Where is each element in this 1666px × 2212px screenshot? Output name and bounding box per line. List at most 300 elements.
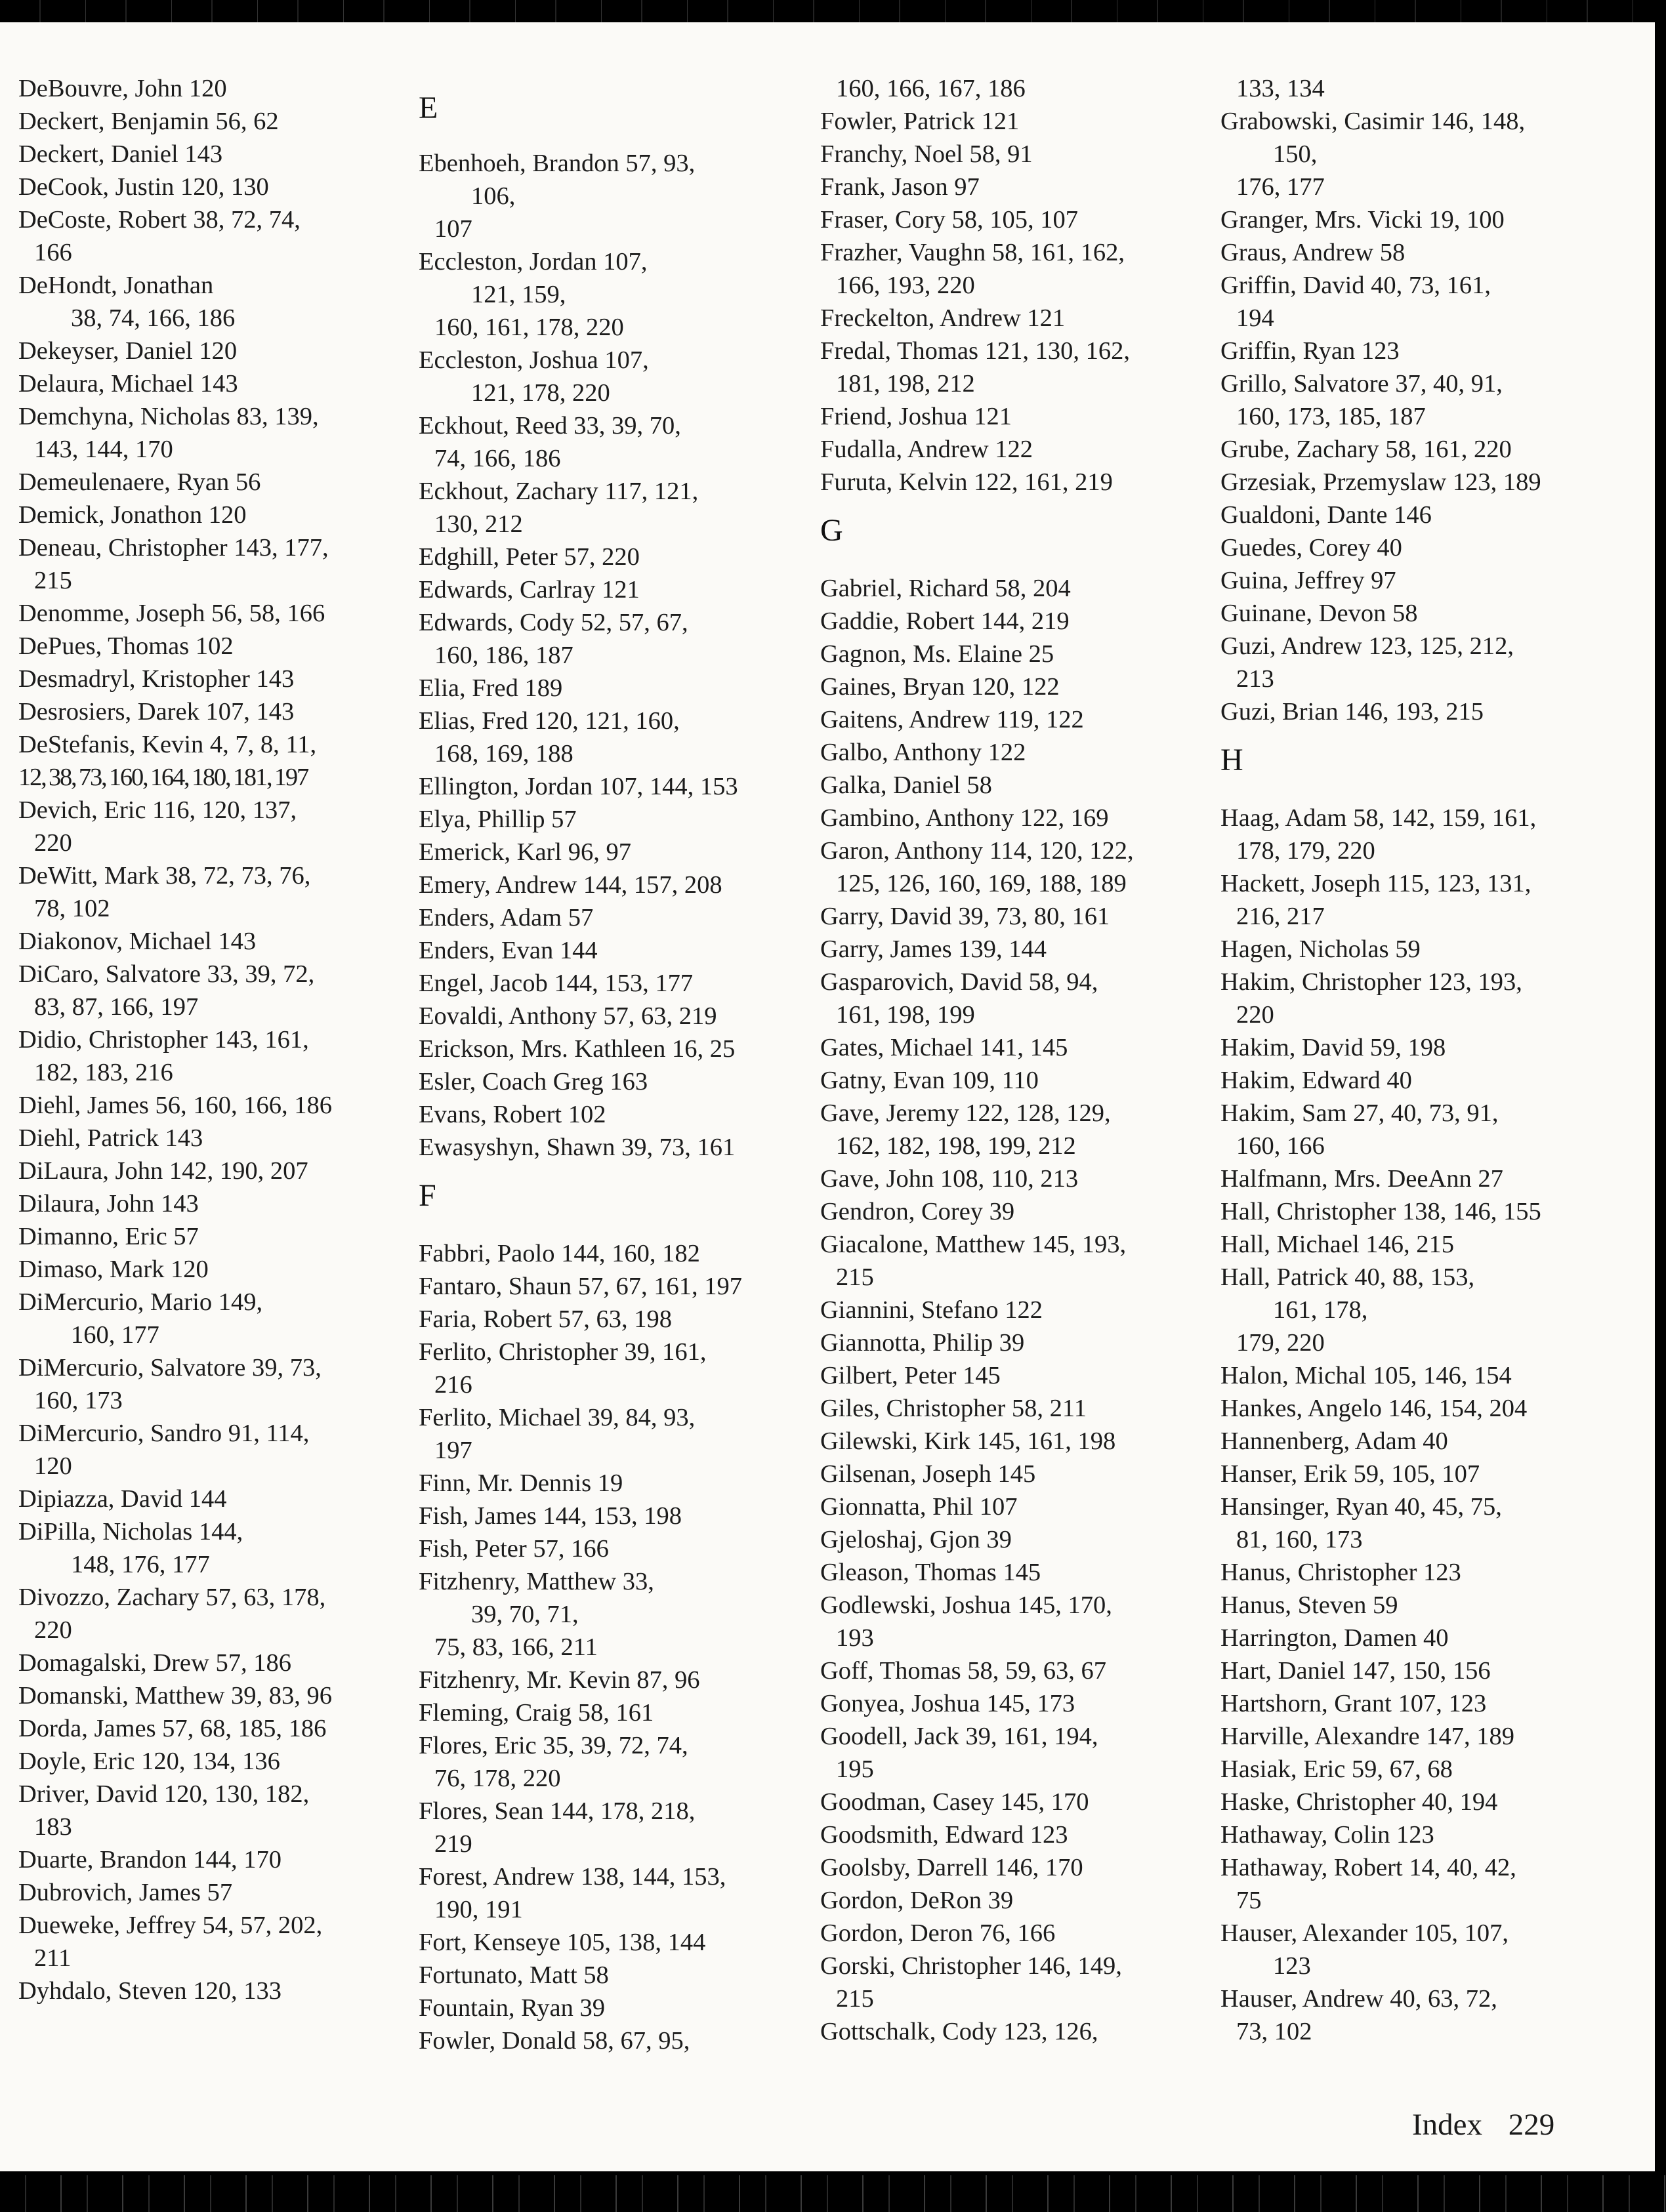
index-entry-continuation: 150, [1273,140,1318,168]
index-entry [419,541,812,573]
index-entry [820,1490,1214,1523]
index-entry [820,1950,1214,2015]
index-entry-text: Griffin, David 40, 73, 161, [1220,272,1491,299]
index-entry-continuation: 74, 166, 186 [434,445,561,472]
index-entry-continuation: 161, 178, [1273,1296,1368,1324]
index-entry [18,1253,412,1286]
index-entry [419,409,812,475]
index-entry [820,1523,1214,1556]
index-entry [1220,335,1614,367]
index-entry-continuation: 215 [836,1263,874,1291]
index-entry-text: Hartshorn, Grant 107, 123 [1220,1690,1487,1717]
index-entry-continuation: 123 [1273,1952,1311,1980]
index-entry [1220,1982,1614,2048]
index-entry [820,2015,1214,2048]
index-entry-text: Gabriel, Richard 58, 204 [820,575,1071,602]
index-entry-text: Gave, John 108, 110, 213 [820,1165,1079,1193]
index-entry [820,572,1214,605]
index-entry [1220,1425,1614,1458]
index-entry [820,638,1214,670]
index-entry-text: Edwards, Cody 52, 57, 67, [419,609,688,636]
index-entry [419,1926,812,1959]
index-entry [18,1417,412,1483]
index-entry-text: Gaddie, Robert 144, 219 [820,607,1070,635]
index-entry-text: Galbo, Anthony 122 [820,739,1026,766]
index-entry-continuation: 166 [34,239,72,266]
index-entry-text: Guzi, Brian 146, 193, 215 [1220,698,1484,726]
index-entry-text: Dueweke, Jeffrey 54, 57, 202, [18,1912,323,1939]
index-entry-text: Demeulenaere, Ryan 56 [18,468,261,496]
index-entry-text: Gjeloshaj, Gjon 39 [820,1526,1012,1553]
index-entry-text: Fraser, Cory 58, 105, 107 [820,206,1079,234]
index-entry-text: DeStefanis, Kevin 4, 7, 8, 11, [18,731,317,758]
index-entry-text: Dyhdalo, Steven 120, 133 [18,1977,281,2005]
index-entry-text: Hanser, Erik 59, 105, 107 [1220,1460,1480,1488]
index-entry [18,1483,412,1515]
index-entry [820,1031,1214,1064]
index-entry-text: Hackett, Joseph 115, 123, 131, [1220,870,1531,897]
index-entry [1220,1195,1614,1228]
index-entry [1220,867,1614,933]
index-entry-text: Hakim, Christopher 123, 193, [1220,968,1522,996]
index-entry-text: Doyle, Eric 120, 134, 136 [18,1748,280,1775]
index-entry [18,466,412,499]
index-entry [820,335,1214,400]
index-entry [1220,1851,1614,1917]
index-entry-text: Demick, Jonathon 120 [18,501,247,529]
index-entry [820,1851,1214,1884]
index-entry-continuation: 143, 144, 170 [34,436,173,463]
index-entry-text: Diakonov, Michael 143 [18,928,257,955]
index-entry [419,147,812,245]
index-entry [419,836,812,869]
index-column-3 [820,72,1214,2048]
index-entry [419,344,812,409]
index-entry [1220,1228,1614,1261]
index-entry [820,1720,1214,1786]
index-entry-text: Giannini, Stefano 122 [820,1296,1043,1324]
index-entry [18,1351,412,1417]
index-entry-text: Deckert, Benjamin 56, 62 [18,108,279,135]
index-entry [820,1228,1214,1294]
index-entry-text: Franchy, Noel 58, 91 [820,140,1033,168]
index-entry-text: Eckhout, Zachary 117, 121, [419,478,699,505]
index-entry-text: Fish, James 144, 153, 198 [419,1502,682,1530]
index-entry [18,1581,412,1647]
index-entry-text: Gordon, DeRon 39 [820,1887,1014,1914]
index-entry-continuation: 193 [836,1624,874,1652]
index-entry [1220,1818,1614,1851]
index-entry-text: Freckelton, Andrew 121 [820,304,1066,332]
index-entry [419,2024,812,2057]
index-entry-text: Gatny, Evan 109, 110 [820,1067,1039,1094]
index-entry-text: Dimanno, Eric 57 [18,1223,199,1250]
index-entry-text: Diehl, Patrick 143 [18,1124,203,1152]
index-entry-text: Elias, Fred 120, 121, 160, [419,707,680,735]
index-entry-text: Fitzhenry, Mr. Kevin 87, 96 [419,1666,700,1694]
index-entry-text: Dilaura, John 143 [18,1190,199,1218]
index-entry [419,606,812,672]
index-entry-text: Dipiazza, David 144 [18,1485,227,1513]
index-entry [18,367,412,400]
index-column-2 [419,72,812,2057]
index-entry [820,1425,1214,1458]
index-entry-continuation: 39, 70, 71, [471,1601,579,1628]
index-entry-text: Finn, Mr. Dennis 19 [419,1469,623,1497]
index-entry-continuation: 216 [434,1371,472,1399]
index-entry-continuation: 120 [34,1452,72,1480]
index-entry [419,1992,812,2024]
index-entry-continuation: 182, 183, 216 [34,1059,173,1086]
index-entry-continuation: 215 [836,1985,874,2013]
index-entry-text: Elia, Fred 189 [419,674,563,702]
index-entry-continuation: 160, 166 [1236,1132,1325,1160]
index-column-1 [18,72,412,2007]
index-entry-text: Guedes, Corey 40 [1220,534,1402,562]
index-entry [1220,1031,1614,1064]
index-entry [18,138,412,171]
index-entry [18,925,412,958]
index-entry-text: Engel, Jacob 144, 153, 177 [419,970,694,997]
index-entry-text: Hall, Patrick 40, 88, 153, [1220,1263,1475,1291]
index-entry [419,901,812,934]
index-entry-text: Goff, Thomas 58, 59, 63, 67 [820,1657,1106,1685]
index-entry [820,72,1214,105]
index-entry [820,1064,1214,1097]
index-entry-text: Ebenhoeh, Brandon 57, 93, [419,150,696,177]
index-entry-text: Desrosiers, Darek 107, 143 [18,698,295,726]
index-entry [820,966,1214,1031]
index-entry [820,1392,1214,1425]
index-entry [18,1843,412,1876]
index-entry-text: Hakim, Sam 27, 40, 73, 91, [1220,1099,1499,1127]
index-entry-text: Gilewski, Kirk 145, 161, 198 [820,1427,1116,1455]
index-entry-text: Gilsenan, Joseph 145 [820,1460,1036,1488]
index-entry [1220,1556,1614,1589]
index-entry-text: Flores, Sean 144, 178, 218, [419,1797,696,1825]
index-entry [18,1647,412,1679]
index-entry [18,630,412,663]
index-entry-continuation: 75, 83, 166, 211 [434,1633,598,1661]
index-entry [820,1654,1214,1687]
index-entry-text: Harville, Alexandre 147, 189 [1220,1723,1514,1750]
index-entry-text: Fort, Kenseye 105, 138, 144 [419,1929,706,1956]
index-entry-text: Gualdoni, Dante 146 [1220,501,1432,529]
index-entry [18,728,412,794]
footer-label: Index [1412,2108,1483,2142]
index-entry-text: Fabbri, Paolo 144, 160, 182 [419,1240,700,1267]
index-entry-text: Griffin, Ryan 123 [1220,337,1400,365]
index-entry-text: Hakim, Edward 40 [1220,1067,1412,1094]
index-entry-text: Haag, Adam 58, 142, 159, 161, [1220,804,1537,832]
index-entry-continuation: 121, 159, [471,281,566,308]
index-entry [419,1696,812,1729]
index-entry-text: Dekeyser, Daniel 120 [18,337,238,365]
index-entry-text: Fredal, Thomas 121, 130, 162, [820,337,1130,365]
index-entry-text: DeWitt, Mark 38, 72, 73, 76, [18,862,311,890]
index-entry [1220,1720,1614,1753]
page-number: 229 [1508,2108,1555,2142]
index-entry-continuation: 75 [1236,1887,1262,1914]
index-entry-continuation: 133, 134 [1236,75,1325,102]
index-entry [1220,203,1614,236]
index-entry [1220,1654,1614,1687]
index-entry [419,1065,812,1098]
index-entry-text: DiMercurio, Salvatore 39, 73, [18,1354,322,1382]
page-footer [1412,2107,1554,2142]
index-entry-text: Eovaldi, Anthony 57, 63, 219 [419,1002,717,1030]
index-entry-continuation: 219 [434,1830,472,1858]
index-entry [419,1532,812,1565]
index-entry-text: Hagen, Nicholas 59 [1220,935,1421,963]
index-entry [419,1098,812,1131]
index-entry-text: Hauser, Andrew 40, 63, 72, [1220,1985,1497,2013]
index-entry [419,672,812,705]
index-entry-text: Goolsby, Darrell 146, 170 [820,1854,1083,1881]
index-entry [1220,1490,1614,1556]
index-entry [820,1917,1214,1950]
index-entry [18,335,412,367]
index-entry [820,433,1214,466]
index-entry-text: Dorda, James 57, 68, 185, 186 [18,1715,327,1742]
index-entry-continuation: 160, 166, 167, 186 [836,75,1026,102]
index-entry-continuation: 195 [836,1755,874,1783]
index-entry [1220,1786,1614,1818]
index-entry [820,1556,1214,1589]
index-entry-continuation: 130, 212 [434,510,523,538]
index-entry [1220,1458,1614,1490]
index-entry [419,1959,812,1992]
index-entry [820,203,1214,236]
index-entry-text: DePues, Thomas 102 [18,632,234,660]
index-entry-text: Frank, Jason 97 [820,173,980,201]
index-entry-text: Halon, Michal 105, 146, 154 [1220,1362,1512,1389]
index-entry-text: Denomme, Joseph 56, 58, 166 [18,600,325,627]
index-entry-text: Demchyna, Nicholas 83, 139, [18,403,319,430]
index-entry [18,1155,412,1187]
index-entry [820,105,1214,138]
index-entry [820,466,1214,499]
index-entry-continuation: 179, 220 [1236,1329,1325,1357]
index-entry [18,1286,412,1351]
index-entry [820,933,1214,966]
index-entry-text: Hauser, Alexander 105, 107, [1220,1919,1509,1947]
index-entry-continuation: 12, 38, 73, 160, 164, 180, 181, 197 [18,764,308,791]
index-entry-text: Gorski, Christopher 146, 149, [820,1952,1122,1980]
section-letter-f: F [419,1178,436,1213]
index-entry-text: Forest, Andrew 138, 144, 153, [419,1863,726,1891]
index-entry-continuation: 176, 177 [1236,173,1325,201]
index-entry [18,1909,412,1975]
index-entry-continuation: 162, 182, 198, 199, 212 [836,1132,1076,1160]
index-entry-continuation: 121, 178, 220 [471,379,610,407]
index-entry [1220,236,1614,269]
index-entry [419,1500,812,1532]
section-letter-h: H [1220,743,1243,777]
index-entry-text: Garry, David 39, 73, 80, 161 [820,903,1110,930]
index-entry-continuation: 197 [434,1437,472,1464]
index-entry [419,1303,812,1336]
index-entry [18,859,412,925]
index-entry [1220,1162,1614,1195]
index-entry-text: Desmadryl, Kristopher 143 [18,665,295,693]
index-entry [419,475,812,541]
index-entry [820,138,1214,171]
index-entry [419,770,812,803]
index-entry-text: Enders, Adam 57 [419,904,594,932]
index-entry [1220,933,1614,966]
index-entry-text: Guinane, Devon 58 [1220,600,1418,627]
index-entry-continuation: 125, 126, 160, 169, 188, 189 [836,870,1127,897]
index-entry-text: Hanus, Steven 59 [1220,1591,1398,1619]
index-entry-text: DiLaura, John 142, 190, 207 [18,1157,308,1185]
index-entry [1220,1687,1614,1720]
index-entry [1220,1392,1614,1425]
index-entry-text: Fountain, Ryan 39 [419,1994,605,2022]
index-entry-text: Didio, Christopher 143, 161, [18,1026,309,1054]
index-entry-continuation: 216, 217 [1236,903,1325,930]
index-entry-continuation: 76, 178, 220 [434,1765,561,1792]
index-entry-text: Fitzhenry, Matthew 33, [419,1568,654,1595]
index-entry-text: Emery, Andrew 144, 157, 208 [419,871,722,899]
index-entry [1220,802,1614,867]
index-entry-text: Fleming, Craig 58, 161 [419,1699,654,1727]
index-entry [419,1467,812,1500]
index-entry-continuation: 213 [1236,665,1274,693]
index-entry-text: Flores, Eric 35, 39, 72, 74, [419,1732,688,1759]
index-entry-continuation: 73, 102 [1236,2018,1312,2045]
index-entry-continuation: 220 [34,829,72,857]
index-entry-text: Giles, Christopher 58, 211 [820,1395,1087,1422]
index-column-4 [1220,72,1614,2048]
index-entry-text: Graus, Andrew 58 [1220,239,1406,266]
index-page [0,22,1655,2171]
index-entry-text: Ewasyshyn, Shawn 39, 73, 161 [419,1134,736,1161]
index-entry [18,695,412,728]
index-entry [18,1187,412,1220]
index-entry-text: Guzi, Andrew 123, 125, 212, [1220,632,1514,660]
index-entry-text: Harrington, Damen 40 [1220,1624,1449,1652]
index-entry [820,1097,1214,1162]
index-entry-text: Ellington, Jordan 107, 144, 153 [419,773,738,800]
index-entry-text: Devich, Eric 116, 120, 137, [18,796,297,824]
index-entry [419,1000,812,1033]
index-entry-text: Domanski, Matthew 39, 83, 96 [18,1682,332,1710]
index-entry-text: Enders, Evan 144 [419,937,598,964]
index-entry-text: Eckhout, Reed 33, 39, 70, [419,412,681,440]
index-entry-text: Fudalla, Andrew 122 [820,436,1033,463]
index-entry [18,400,412,466]
index-entry-text: DiCaro, Salvatore 33, 39, 72, [18,960,315,988]
index-entry-continuation: 183 [34,1813,72,1841]
index-entry [18,794,412,859]
index-entry-continuation: 190, 191 [434,1896,523,1923]
index-entry [419,1401,812,1467]
index-entry-text: Evans, Robert 102 [419,1101,606,1128]
index-entry-text: Driver, David 120, 130, 182, [18,1780,310,1808]
index-entry [18,1023,412,1089]
index-entry [1220,105,1614,203]
index-entry-text: Eccleston, Jordan 107, [419,248,648,276]
index-entry-text: Ferlito, Christopher 39, 161, [419,1338,707,1366]
index-entry-continuation: 107 [434,215,472,243]
index-entry-continuation: 215 [34,567,72,594]
index-entry-text: Garon, Anthony 114, 120, 122, [820,837,1134,865]
index-entry-text: Gilbert, Peter 145 [820,1362,1001,1389]
index-entry [18,597,412,630]
index-entry-text: Hall, Christopher 138, 146, 155 [1220,1198,1541,1225]
index-entry-text: Dimaso, Mark 120 [18,1256,209,1283]
index-entry [820,1195,1214,1228]
index-entry [419,934,812,967]
index-entry-continuation: 160, 177 [71,1321,159,1349]
index-entry-text: Hall, Michael 146, 215 [1220,1231,1455,1258]
index-entry-text: Grabowski, Casimir 146, 148, [1220,108,1526,135]
index-entry-text: Grillo, Salvatore 37, 40, 91, [1220,370,1503,398]
scan-edge-bottom [0,2175,1666,2212]
index-entry-text: Dubrovich, James 57 [18,1879,233,1906]
index-entry-text: Friend, Joshua 121 [820,403,1012,430]
index-entry-text: Gambino, Anthony 122, 169 [820,804,1109,832]
index-entry-text: Halfmann, Mrs. DeeAnn 27 [1220,1165,1503,1193]
index-entry-text: Deckert, Daniel 143 [18,140,223,168]
index-entry-text: Fortunato, Matt 58 [419,1961,609,1989]
index-entry-text: DeHondt, Jonathan [18,272,214,299]
index-entry [419,245,812,344]
index-entry-text: Edwards, Carlray 121 [419,576,640,604]
index-entry [419,1664,812,1696]
index-entry [18,203,412,269]
index-entry-continuation: 220 [1236,1001,1274,1029]
index-entry-text: Fantaro, Shaun 57, 67, 161, 197 [419,1273,742,1300]
index-entry-continuation: 181, 198, 212 [836,370,975,398]
index-entry [18,105,412,138]
index-entry-text: Gave, Jeremy 122, 128, 129, [820,1099,1111,1127]
index-entry-text: Gonyea, Joshua 145, 173 [820,1690,1075,1717]
index-entry-text: Furuta, Kelvin 122, 161, 219 [820,468,1113,496]
index-entry-text: Hankes, Angelo 146, 154, 204 [1220,1395,1528,1422]
index-entry [18,1876,412,1909]
index-entry-text: Hanus, Christopher 123 [1220,1559,1461,1586]
index-entry-text: Domagalski, Drew 57, 186 [18,1649,291,1677]
index-entry [419,967,812,1000]
index-entry-continuation: 160, 161, 178, 220 [434,314,624,341]
index-entry-text: Divozzo, Zachary 57, 63, 178, [18,1584,326,1611]
index-entry [820,302,1214,335]
index-entry [820,670,1214,703]
index-entry-text: Fowler, Patrick 121 [820,108,1020,135]
index-entry-continuation: 106, [471,182,516,210]
index-entry-text: Emerick, Karl 96, 97 [419,838,631,866]
index-entry [1220,1589,1614,1622]
index-entry [1220,499,1614,531]
index-entry [18,1220,412,1253]
index-entry-text: Galka, Daniel 58 [820,771,992,799]
index-entry [820,1458,1214,1490]
index-entry-text: Haske, Christopher 40, 194 [1220,1788,1498,1816]
index-entry-text: Granger, Mrs. Vicki 19, 100 [1220,206,1505,234]
index-entry-text: Goodsmith, Edward 123 [820,1821,1068,1849]
index-entry-text: Ferlito, Michael 39, 84, 93, [419,1404,696,1431]
index-entry [1220,1064,1614,1097]
index-entry-text: Godlewski, Joshua 145, 170, [820,1591,1112,1619]
index-entry [820,1589,1214,1654]
index-entry-text: Eccleston, Joshua 107, [419,346,649,374]
index-entry [419,1336,812,1401]
index-entry-text: DeCook, Justin 120, 130 [18,173,269,201]
index-entry [419,573,812,606]
index-entry [820,236,1214,302]
